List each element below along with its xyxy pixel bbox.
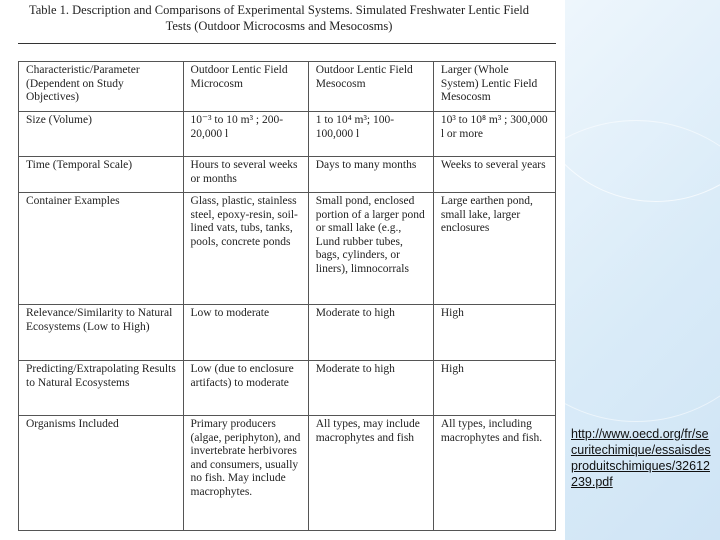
large-cell: 10³ to 10⁸ m³ ; 300,000 l or more xyxy=(433,112,555,157)
comparison-table xyxy=(18,61,556,531)
micro-cell: Low to moderate xyxy=(183,305,308,361)
large-cell: High xyxy=(433,361,555,416)
table-caption-line-1: Table 1. Description and Comparisons of Experimental Systems. Simulated Freshwater Lentic Field xyxy=(28,3,530,17)
table-row xyxy=(19,193,556,305)
decorative-swirl xyxy=(565,120,720,422)
source-link[interactable]: http://www.oecd.org/fr/securitechimique/essaisdesproduitschimiques/32612239.pdf xyxy=(571,427,711,489)
header-cell: Larger (Whole System) Lentic Field Mesocosm xyxy=(433,62,555,112)
table-caption-line-2: Tests (Outdoor Microcosms and Mesocosms) xyxy=(165,19,393,33)
table-row xyxy=(19,157,556,193)
param-cell: Size (Volume) xyxy=(19,112,184,157)
meso-cell: Small pond, enclosed portion of a larger pond or small lake (e.g., Lund rubber tubes, bags, cylinders, or liners), limnocorrals xyxy=(308,193,433,305)
micro-cell: Primary producers (algae, periphyton), and invertebrate herbivores and consumers, usually no fish. May include macrophytes. xyxy=(183,416,308,531)
table-caption xyxy=(14,2,544,34)
table-row xyxy=(19,112,556,157)
table-header-row xyxy=(19,62,556,112)
meso-cell: 1 to 10⁴ m³; 100-100,000 l xyxy=(308,112,433,157)
caption-divider xyxy=(18,43,556,44)
meso-cell: Moderate to high xyxy=(308,361,433,416)
large-cell: High xyxy=(433,305,555,361)
micro-cell: Hours to several weeks or months xyxy=(183,157,308,193)
meso-cell: Days to many months xyxy=(308,157,433,193)
param-cell: Relevance/Similarity to Natural Ecosystems (Low to High) xyxy=(19,305,184,361)
meso-cell: Moderate to high xyxy=(308,305,433,361)
header-cell: Outdoor Lentic Field Microcosm xyxy=(183,62,308,112)
micro-cell: Low (due to enclosure artifacts) to moderate xyxy=(183,361,308,416)
table-row xyxy=(19,416,556,531)
header-cell: Characteristic/Parameter (Dependent on Study Objectives) xyxy=(19,62,184,112)
table-row xyxy=(19,361,556,416)
param-cell: Predicting/Extrapolating Results to Natural Ecosystems xyxy=(19,361,184,416)
param-cell: Time (Temporal Scale) xyxy=(19,157,184,193)
micro-cell: Glass, plastic, stainless steel, epoxy-resin, soil-lined vats, tubs, tanks, pools, concrete ponds xyxy=(183,193,308,305)
large-cell: Weeks to several years xyxy=(433,157,555,193)
param-cell: Container Examples xyxy=(19,193,184,305)
meso-cell: All types, may include macrophytes and fish xyxy=(308,416,433,531)
param-cell: Organisms Included xyxy=(19,416,184,531)
header-cell: Outdoor Lentic Field Mesocosm xyxy=(308,62,433,112)
large-cell: Large earthen pond, small lake, larger enclosures xyxy=(433,193,555,305)
micro-cell: 10⁻³ to 10 m³ ; 200-20,000 l xyxy=(183,112,308,157)
table-row xyxy=(19,305,556,361)
large-cell: All types, including macrophytes and fish. xyxy=(433,416,555,531)
